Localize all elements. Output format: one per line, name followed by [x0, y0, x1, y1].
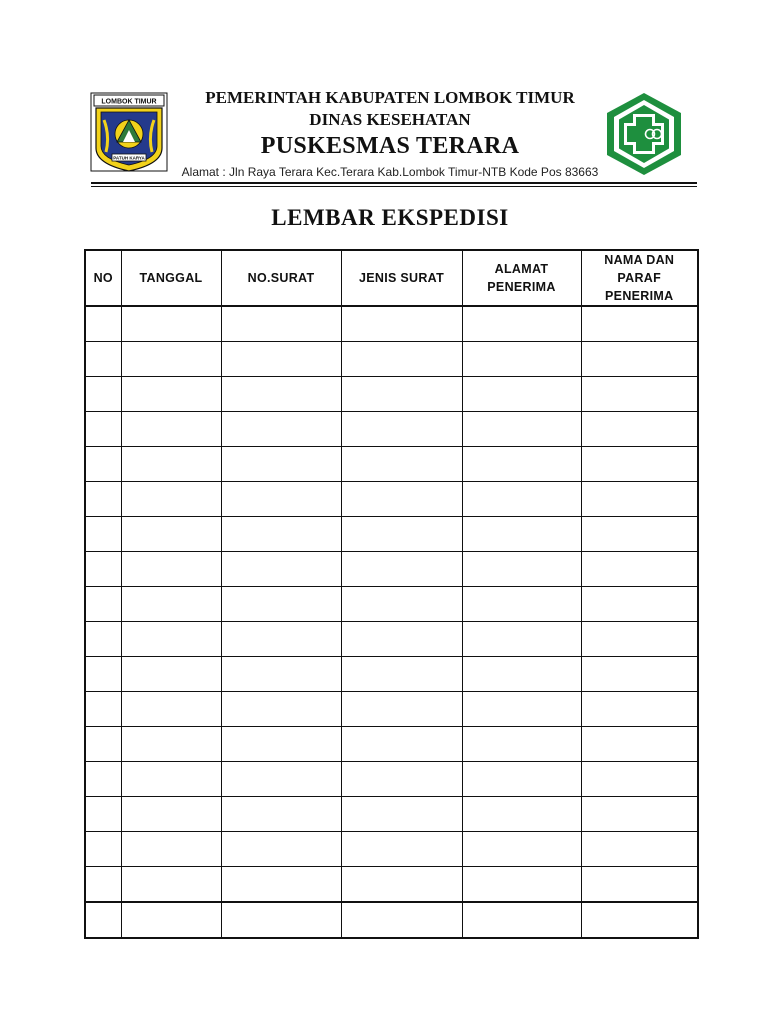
- table-cell-no-surat[interactable]: [221, 412, 341, 447]
- table-cell-alamat-penerima[interactable]: [462, 552, 581, 587]
- table-cell-no[interactable]: [85, 762, 121, 797]
- table-cell-jenis-surat[interactable]: [341, 762, 462, 797]
- table-cell-nama-paraf-penerima[interactable]: [581, 517, 698, 552]
- table-row: [85, 867, 698, 903]
- puskesmas-cross-icon: [602, 90, 686, 178]
- table-cell-tanggal[interactable]: [121, 902, 221, 938]
- table-cell-no[interactable]: [85, 552, 121, 587]
- table-cell-alamat-penerima[interactable]: [462, 867, 581, 903]
- table-cell-jenis-surat[interactable]: [341, 587, 462, 622]
- table-cell-alamat-penerima[interactable]: [462, 342, 581, 377]
- table-cell-tanggal[interactable]: [121, 552, 221, 587]
- table-cell-jenis-surat[interactable]: [341, 797, 462, 832]
- table-cell-no-surat[interactable]: [221, 482, 341, 517]
- table-cell-jenis-surat[interactable]: [341, 552, 462, 587]
- column-header-line: PENERIMA: [487, 280, 556, 294]
- table-cell-alamat-penerima[interactable]: [462, 622, 581, 657]
- table-cell-no-surat[interactable]: [221, 552, 341, 587]
- table-cell-alamat-penerima[interactable]: [462, 832, 581, 867]
- column-header-tanggal: [121, 250, 221, 306]
- table-cell-nama-paraf-penerima[interactable]: [581, 867, 698, 903]
- table-cell-alamat-penerima[interactable]: [462, 306, 581, 342]
- column-header-jenis-surat: [341, 250, 462, 306]
- table-row: [85, 517, 698, 552]
- table-cell-jenis-surat[interactable]: [341, 517, 462, 552]
- column-header-alamat-penerima: [462, 250, 581, 306]
- table-cell-no-surat[interactable]: [221, 657, 341, 692]
- table-cell-no[interactable]: [85, 517, 121, 552]
- column-header-line: PENERIMA: [605, 289, 674, 303]
- table-cell-alamat-penerima[interactable]: [462, 762, 581, 797]
- table-row: [85, 412, 698, 447]
- table-cell-tanggal[interactable]: [121, 377, 221, 412]
- table-cell-nama-paraf-penerima[interactable]: [581, 447, 698, 482]
- table-cell-no-surat[interactable]: [221, 902, 341, 938]
- table-row: [85, 832, 698, 867]
- table-cell-alamat-penerima[interactable]: [462, 797, 581, 832]
- column-header-no-surat: [221, 250, 341, 306]
- table-row: [85, 902, 698, 938]
- table-cell-alamat-penerima[interactable]: [462, 482, 581, 517]
- table-cell-nama-paraf-penerima[interactable]: [581, 692, 698, 727]
- table-cell-nama-paraf-penerima[interactable]: [581, 482, 698, 517]
- table-cell-nama-paraf-penerima[interactable]: [581, 797, 698, 832]
- table-cell-alamat-penerima[interactable]: [462, 377, 581, 412]
- table-cell-no-surat[interactable]: [221, 762, 341, 797]
- table-cell-nama-paraf-penerima[interactable]: [581, 587, 698, 622]
- column-header-line: ALAMAT: [494, 262, 549, 276]
- table-cell-tanggal[interactable]: [121, 727, 221, 762]
- table-cell-tanggal[interactable]: [121, 692, 221, 727]
- table-cell-no[interactable]: [85, 657, 121, 692]
- table-cell-tanggal[interactable]: [121, 447, 221, 482]
- table-cell-no-surat[interactable]: [221, 447, 341, 482]
- table-row: [85, 552, 698, 587]
- table-cell-no-surat[interactable]: [221, 517, 341, 552]
- table-row: [85, 377, 698, 412]
- table-cell-jenis-surat[interactable]: [341, 377, 462, 412]
- table-cell-jenis-surat[interactable]: [341, 727, 462, 762]
- table-cell-no-surat[interactable]: [221, 867, 341, 903]
- department-name: DINAS KESEHATAN: [309, 110, 471, 129]
- table-header-row: [85, 250, 698, 306]
- table-cell-tanggal[interactable]: [121, 762, 221, 797]
- table-cell-tanggal[interactable]: [121, 622, 221, 657]
- table-cell-jenis-surat[interactable]: [341, 482, 462, 517]
- column-header-line: NAMA DAN: [604, 253, 675, 267]
- table-cell-jenis-surat[interactable]: [341, 902, 462, 938]
- table-row: [85, 306, 698, 342]
- table-cell-no[interactable]: [85, 692, 121, 727]
- table-cell-alamat-penerima[interactable]: [462, 587, 581, 622]
- table-cell-alamat-penerima[interactable]: [462, 517, 581, 552]
- table-cell-jenis-surat[interactable]: [341, 867, 462, 903]
- table-cell-nama-paraf-penerima[interactable]: [581, 762, 698, 797]
- table-cell-no[interactable]: [85, 482, 121, 517]
- table-cell-no-surat[interactable]: [221, 377, 341, 412]
- table-cell-alamat-penerima[interactable]: [462, 447, 581, 482]
- table-cell-no[interactable]: [85, 342, 121, 377]
- table-cell-tanggal[interactable]: [121, 482, 221, 517]
- table-cell-jenis-surat[interactable]: [341, 657, 462, 692]
- table-cell-alamat-penerima[interactable]: [462, 727, 581, 762]
- table-cell-no-surat[interactable]: [221, 797, 341, 832]
- column-header-line: PARAF: [617, 271, 662, 285]
- table-cell-no-surat[interactable]: [221, 692, 341, 727]
- table-cell-no[interactable]: [85, 587, 121, 622]
- table-cell-jenis-surat[interactable]: [341, 832, 462, 867]
- table-cell-no[interactable]: [85, 412, 121, 447]
- table-cell-jenis-surat[interactable]: [341, 692, 462, 727]
- table-cell-no[interactable]: [85, 832, 121, 867]
- column-header-no: [85, 250, 121, 306]
- table-cell-jenis-surat[interactable]: [341, 622, 462, 657]
- table-row: [85, 342, 698, 377]
- table-cell-alamat-penerima[interactable]: [462, 412, 581, 447]
- table-cell-nama-paraf-penerima[interactable]: [581, 412, 698, 447]
- header-rule-thick: [91, 182, 697, 184]
- table-cell-no[interactable]: [85, 727, 121, 762]
- table-cell-no-surat[interactable]: [221, 587, 341, 622]
- table-cell-nama-paraf-penerima[interactable]: [581, 832, 698, 867]
- column-header-line: JENIS SURAT: [358, 271, 445, 285]
- table-cell-nama-paraf-penerima[interactable]: [581, 306, 698, 342]
- column-header-line: NO.SURAT: [247, 271, 315, 285]
- institution-name: PUSKESMAS TERARA: [260, 133, 520, 159]
- column-header-line: TANGGAL: [139, 271, 203, 285]
- table-cell-no-surat[interactable]: [221, 727, 341, 762]
- table-cell-no[interactable]: [85, 377, 121, 412]
- table-cell-nama-paraf-penerima[interactable]: [581, 377, 698, 412]
- table-cell-no-surat[interactable]: [221, 622, 341, 657]
- header-rule-thin: [91, 186, 697, 187]
- table-row: [85, 762, 698, 797]
- table-cell-alamat-penerima[interactable]: [462, 657, 581, 692]
- column-header-line: NO: [93, 271, 113, 285]
- table-cell-no[interactable]: [85, 306, 121, 342]
- table-cell-jenis-surat[interactable]: [341, 342, 462, 377]
- document-title: LEMBAR EKSPEDISI: [271, 205, 509, 230]
- address-line: Alamat : Jln Raya Terara Kec.Terara Kab.Lombok Timur-NTB Kode Pos 83663: [181, 165, 599, 179]
- table-cell-no-surat[interactable]: [221, 342, 341, 377]
- crest-banner-text: LOMBOK TIMUR: [101, 98, 157, 106]
- table-row: [85, 447, 698, 482]
- table-row: [85, 797, 698, 832]
- expedition-table: [84, 249, 699, 939]
- table-cell-tanggal[interactable]: [121, 412, 221, 447]
- table-cell-no-surat[interactable]: [221, 306, 341, 342]
- table-row: [85, 727, 698, 762]
- table-cell-tanggal[interactable]: [121, 306, 221, 342]
- table-row: [85, 692, 698, 727]
- table-cell-jenis-surat[interactable]: [341, 412, 462, 447]
- table-cell-jenis-surat[interactable]: [341, 447, 462, 482]
- crest-ribbon-text: PATUH KARYA: [113, 155, 145, 161]
- table-cell-no[interactable]: [85, 902, 121, 938]
- table-cell-nama-paraf-penerima[interactable]: [581, 657, 698, 692]
- table-row: [85, 482, 698, 517]
- table-cell-no[interactable]: [85, 797, 121, 832]
- table-cell-tanggal[interactable]: [121, 517, 221, 552]
- table-row: [85, 657, 698, 692]
- table-cell-nama-paraf-penerima[interactable]: [581, 622, 698, 657]
- table-row: [85, 622, 698, 657]
- table-cell-nama-paraf-penerima[interactable]: [581, 552, 698, 587]
- table-cell-nama-paraf-penerima[interactable]: [581, 727, 698, 762]
- table-cell-tanggal[interactable]: [121, 657, 221, 692]
- table-cell-no[interactable]: [85, 867, 121, 903]
- table-row: [85, 587, 698, 622]
- table-cell-tanggal[interactable]: [121, 867, 221, 903]
- column-header-nama-paraf-penerima: [581, 250, 698, 306]
- table-cell-nama-paraf-penerima[interactable]: [581, 902, 698, 938]
- table-cell-jenis-surat[interactable]: [341, 306, 462, 342]
- table-cell-nama-paraf-penerima[interactable]: [581, 342, 698, 377]
- table-cell-no[interactable]: [85, 447, 121, 482]
- table-cell-no[interactable]: [85, 622, 121, 657]
- table-cell-no-surat[interactable]: [221, 832, 341, 867]
- table-cell-alamat-penerima[interactable]: [462, 692, 581, 727]
- government-name: PEMERINTAH KABUPATEN LOMBOK TIMUR: [205, 88, 575, 107]
- table-cell-tanggal[interactable]: [121, 587, 221, 622]
- table-cell-tanggal[interactable]: [121, 342, 221, 377]
- table-cell-tanggal[interactable]: [121, 797, 221, 832]
- table-cell-alamat-penerima[interactable]: [462, 902, 581, 938]
- table-cell-tanggal[interactable]: [121, 832, 221, 867]
